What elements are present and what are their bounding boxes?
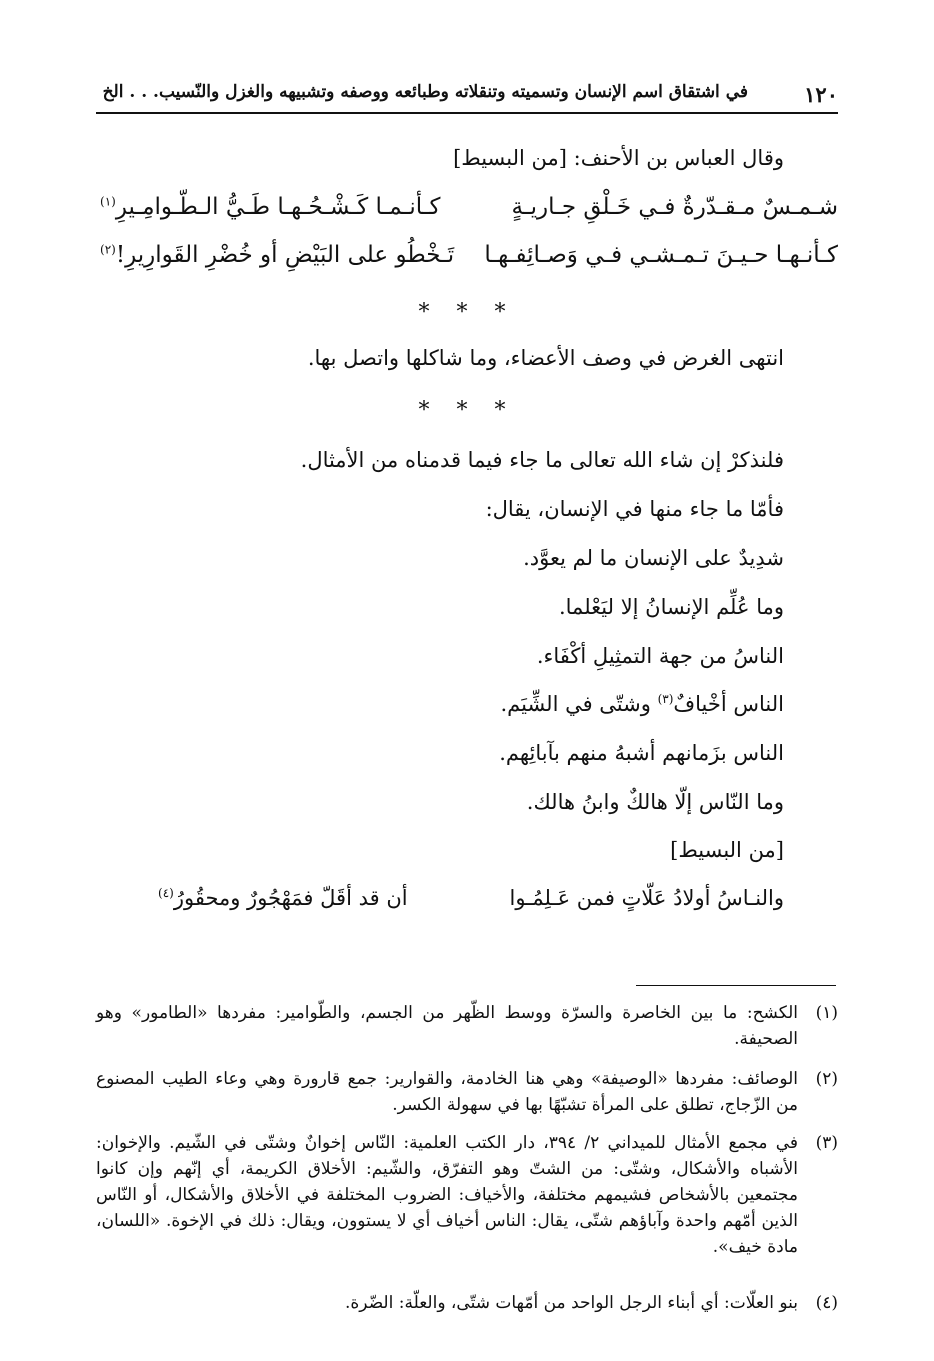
- footnote-4: [96, 1290, 838, 1316]
- footnote-1-number: (١): [815, 1003, 838, 1023]
- footnote-ref-3: (٣): [657, 692, 674, 706]
- footnote-3: [96, 1130, 838, 1260]
- verse-2-left-hemistich: [100, 242, 454, 268]
- verse-1-right-hemistich: شـمـسٌ مـقـدّرةٌ فـي خَـلْقِ جـاريـةٍ: [511, 194, 838, 220]
- proverbs-lead: فأمّا ما جاء منها في الإنسان، يقال:: [485, 497, 784, 521]
- verse-1-left-text: كـأنـمـا كَـشْـحُـهـا طَـيُّ الـطّـوامِـيرِ: [115, 194, 441, 220]
- footnote-ref-1: (١): [100, 194, 116, 209]
- meter-label: [من البسيط]: [670, 838, 784, 862]
- footnote-2-number: (٢): [815, 1069, 838, 1089]
- page-header: [96, 82, 838, 114]
- final-verse-right-hemistich: والنـاسُ أولادُ عَلّاتٍ فمن عَـلِمُـوا: [509, 886, 784, 910]
- footnote-1: [96, 1000, 838, 1052]
- running-title: في اشتقاق اسم الإنسان وتسميته وتنقلاته وطبائعه ووصفه وتشبيهه والغزل والنّسيب. . . الخ: [102, 82, 748, 102]
- proverbs-intro: فلنذكرْ إن شاء الله تعالى ما جاء فيما قدمناه من الأمثال.: [300, 448, 784, 472]
- separator-stars: * * *: [418, 398, 516, 423]
- verse-2-left-text: تَـخْطُو على البَيْضِ أو خُضْرِ القَوارِيرِ!: [115, 242, 455, 268]
- footnote-4-text: بنو العلّات: أي أبناء الرجل الواحد من أمّهات شتّى، والعلّة: الضّرة.: [345, 1293, 798, 1313]
- page-number: ١٢٠: [804, 82, 838, 107]
- footnote-3-text: في مجمع الأمثال للميداني ٢/ ٣٩٤، دار الكتب العلمية: النّاس إخوانٌ وشتّى في الشّيم. والإخوان: الأشباه والأشكال، وشتّى: من الشتّ وهو التفرّق، والشّيم: الأخلاق الكريمة، أي إنّهم وإن كانوا مجتمعين بالأشخاص فشيمهم مختلفة، والأخياف: الضروب المختلفة في الأخلاق والأشكال، أو النّاس الذين أمّهم واحدة وآباؤهم شتّى، يقال: الناس أخياف أي لا يستوون، ويقال: ذلك في الإخوة. «اللسان، مادة خيف».: [96, 1133, 798, 1257]
- verse-2-right-hemistich: كـأنـهـا حـيـنَ تـمـشـي فـي وَصـائِفـهـا: [484, 242, 838, 268]
- footnote-separator: [636, 985, 836, 986]
- footnote-3-number: (٣): [815, 1133, 838, 1153]
- proverb-6: وما النّاس إلّا هالكٌ وابنُ هالك.: [526, 790, 784, 814]
- intro-line: وقال العباس بن الأحنف: [من البسيط]: [453, 146, 784, 170]
- proverb-4: [500, 692, 784, 716]
- proverb-4-text-a: الناس أخْيافٌ: [673, 692, 784, 716]
- footnote-4-number: (٤): [815, 1293, 838, 1313]
- footnote-ref-4: (٤): [158, 886, 174, 900]
- section-end-line: انتهى الغرض في وصف الأعضاء، وما شاكلها واتصل بها.: [307, 346, 784, 370]
- proverb-2: وما عُلِّم الإنسانُ إلا ليَعْلما.: [558, 595, 784, 619]
- separator-stars: * * *: [418, 300, 516, 325]
- proverb-5: الناس بزَمانهم أشبهُ منهم بآبائِهم.: [499, 741, 784, 765]
- verse-1-left-hemistich: [100, 194, 440, 220]
- footnote-ref-2: (٢): [100, 242, 116, 257]
- footnote-1-text: الكشح: ما بين الخاصرة والسرّة ووسط الظّهر من الجسم، والطّوامير: مفردها «الطامور» وهو الصحيفة.: [96, 1003, 798, 1049]
- footnote-2: [96, 1066, 838, 1118]
- final-verse-left-text: أن قد أقَلّ فمَهْجُورٌ ومحقُورُ: [173, 886, 408, 910]
- proverb-3: الناسُ من جهة التمثِيلِ أكْفَاء.: [536, 644, 784, 668]
- proverb-4-text-b: وشتّى في الشِّيَم.: [500, 692, 658, 716]
- final-verse-left-hemistich: [158, 886, 408, 910]
- proverb-1: شدِيدٌ على الإنسان ما لم يعوَّد.: [523, 546, 784, 570]
- footnote-2-text: الوصائف: مفردها «الوصيفة» وهي هنا الخادمة، والقوارير: جمع قارورة وهي وعاء الطيب المصنوع من الزّجاج، تطلق على المرأة تشبّهًا بها في سهولة الكسر.: [96, 1069, 798, 1115]
